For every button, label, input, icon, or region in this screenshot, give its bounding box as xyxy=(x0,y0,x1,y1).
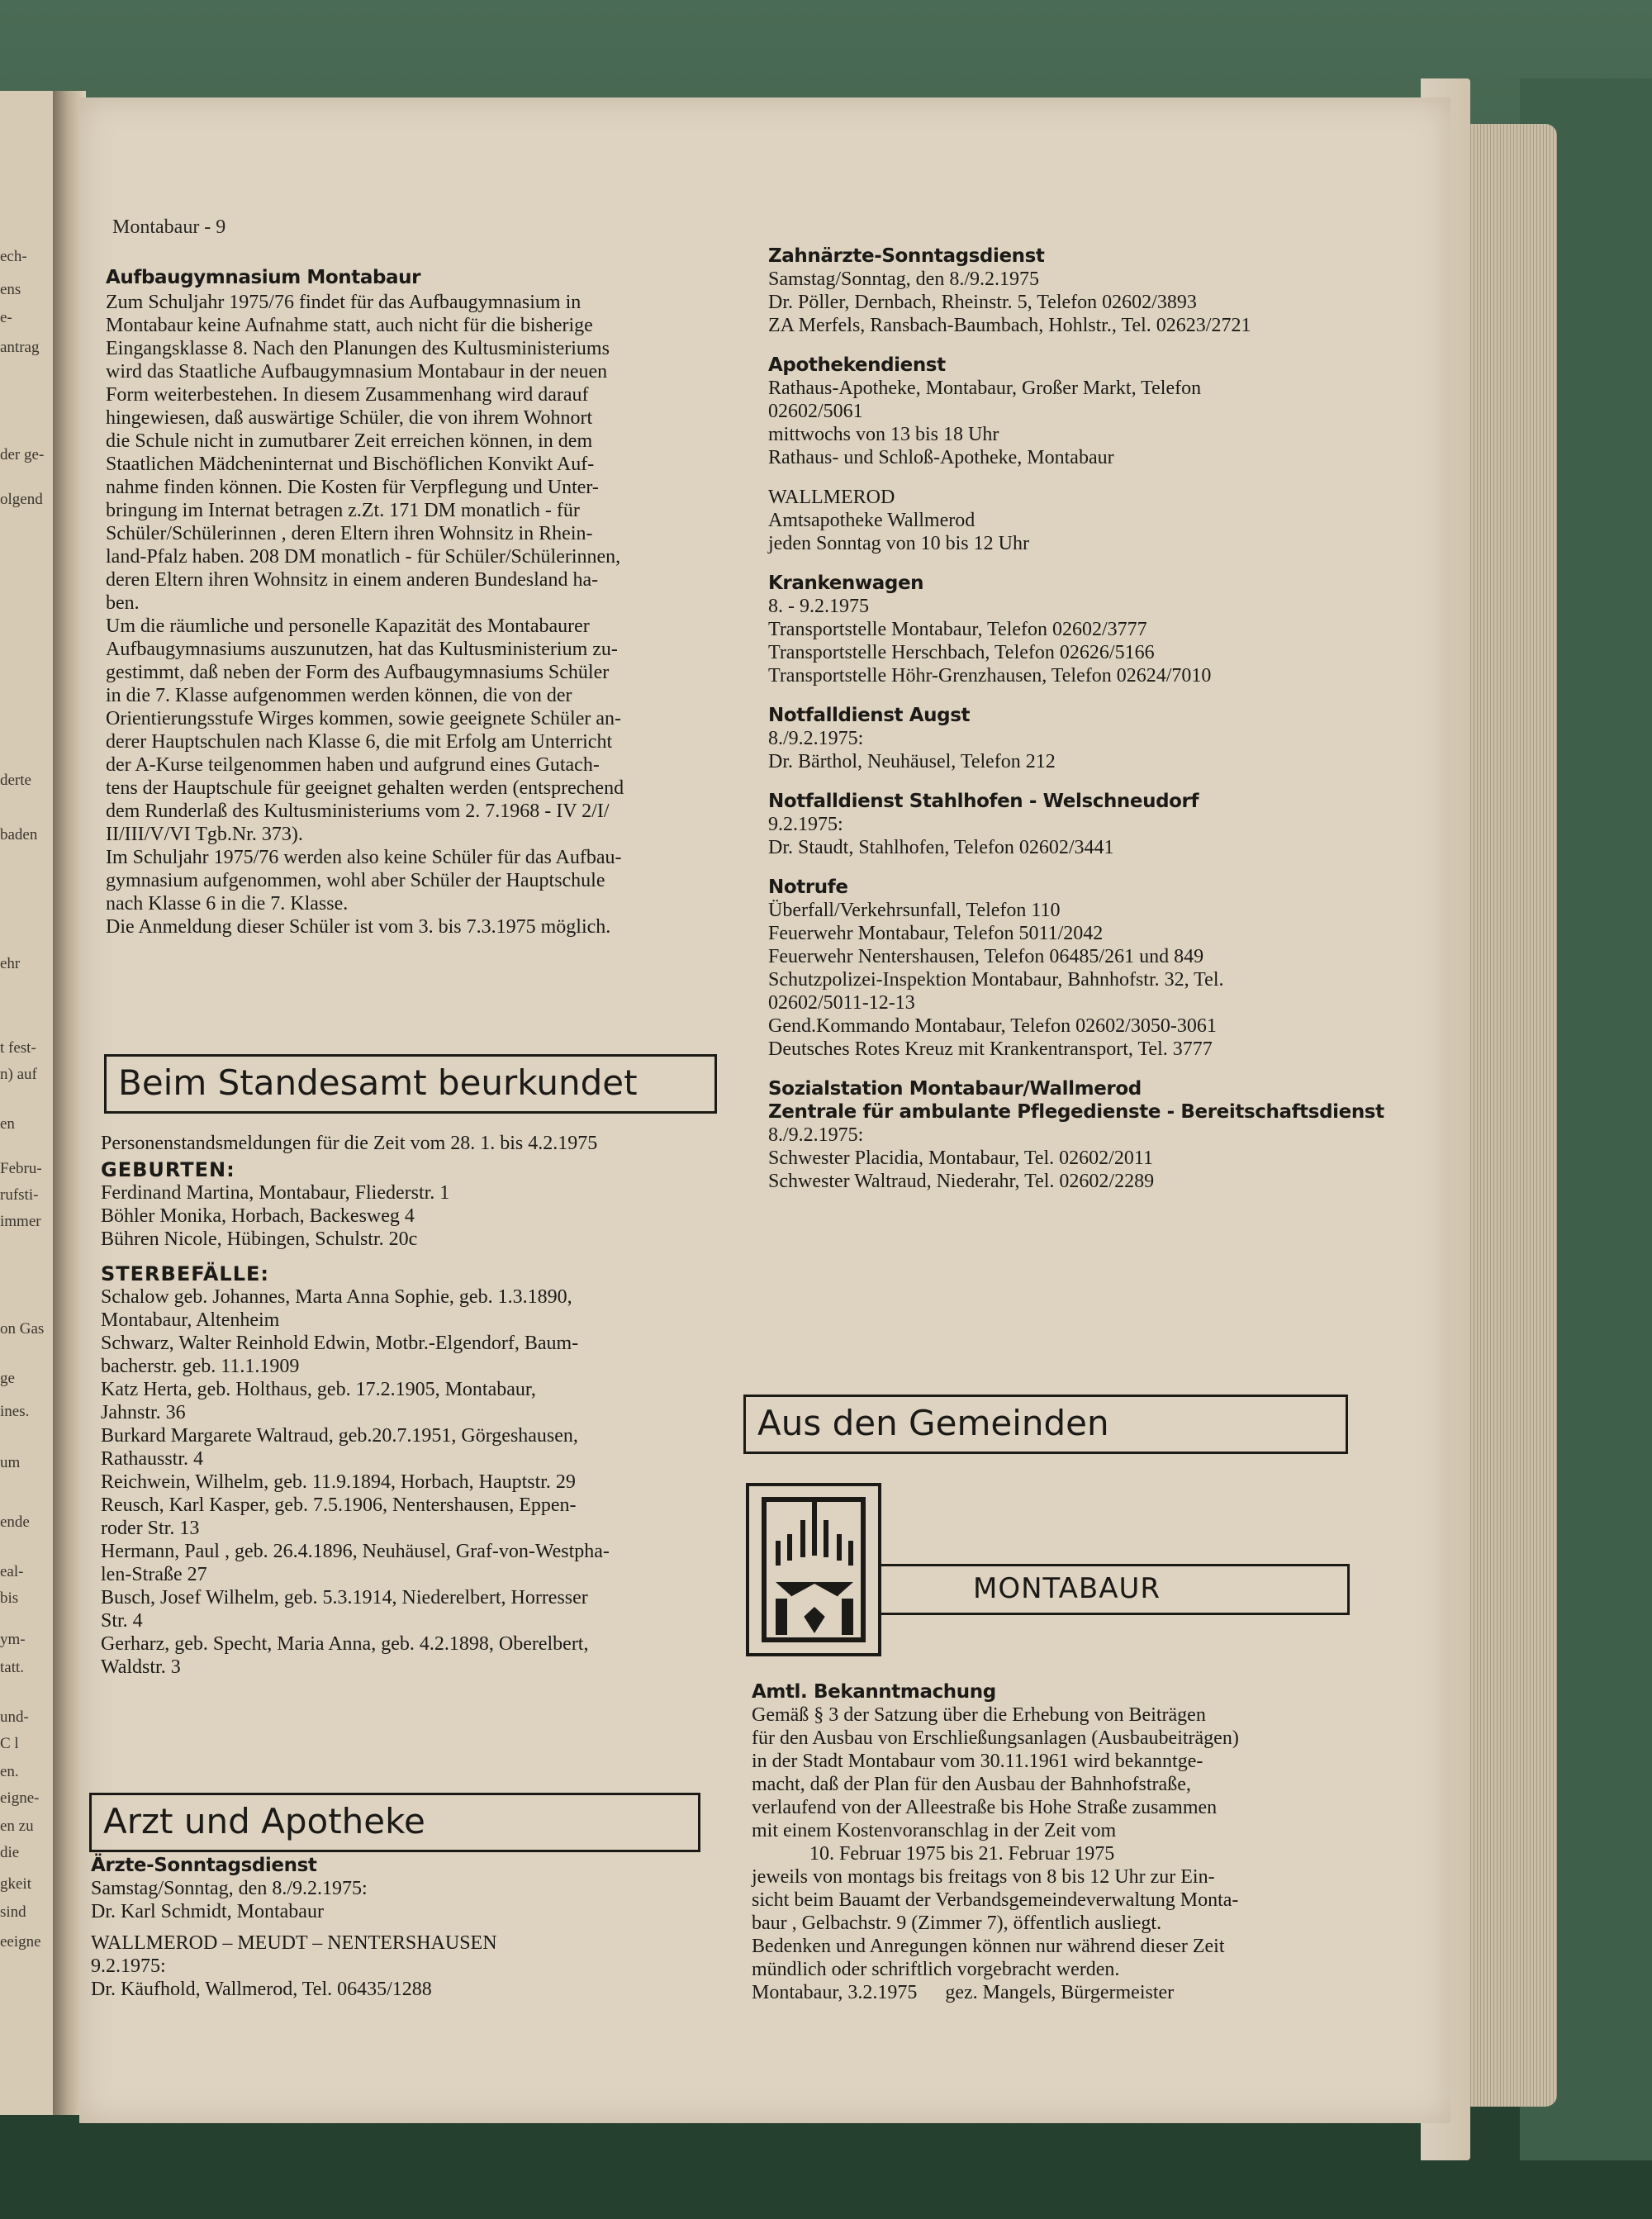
previous-page-text: en xyxy=(0,1115,15,1133)
previous-page-text: e- xyxy=(0,309,12,326)
geburten-heading: GEBURTEN: xyxy=(101,1158,235,1181)
text-line: Im Schuljahr 1975/76 werden also keine Schüler für das Aufbau- xyxy=(106,847,622,868)
previous-page-text: ines. xyxy=(0,1403,30,1420)
text-line: Transportstelle Herschbach, Telefon 02626/5166 xyxy=(768,642,1155,663)
amtl-dates: 10. Februar 1975 bis 21. Februar 1975 xyxy=(809,1843,1115,1865)
zahn-heading: Zahnärzte-Sonntagsdienst xyxy=(768,245,1045,267)
text-line: Feuerwehr Nentershausen, Telefon 06485/261 und 849 xyxy=(768,946,1204,967)
text-line: Orientierungsstufe Wirges kommen, sowie geeignete Schüler an- xyxy=(106,708,621,729)
text-line: Eingangsklasse 8. Nach den Planungen des Kultusministeriums xyxy=(106,338,610,359)
previous-page-text: eigne- xyxy=(0,1789,40,1807)
death-entry: Busch, Josef Wilhelm, geb. 5.3.1914, Niederelbert, Horresser xyxy=(101,1587,588,1608)
birth-entry: Böhler Monika, Horbach, Backesweg 4 xyxy=(101,1205,415,1227)
previous-page-text: on Gas xyxy=(0,1320,45,1338)
text-line: jeweils von montags bis freitags von 8 bis 12 Uhr zur Ein- xyxy=(752,1866,1215,1888)
amtl-text-2 xyxy=(752,1865,1379,1981)
text-line: Dr. Käufhold, Wallmerod, Tel. 06435/1288 xyxy=(91,1979,432,2000)
wallmerod-apo-text xyxy=(768,486,1396,555)
previous-page-text: immer xyxy=(0,1213,41,1230)
standesamt-title-box xyxy=(104,1054,717,1114)
text-line: nahme finden können. Die Kosten für Verpflegung und Unter- xyxy=(106,477,599,498)
previous-page-text: en. xyxy=(0,1763,19,1780)
sozial-text xyxy=(768,1124,1396,1193)
text-line: Schwester Placidia, Montabaur, Tel. 02602/2011 xyxy=(768,1148,1153,1169)
apo-heading: Apothekendienst xyxy=(768,354,946,376)
text-line: wird das Staatliche Aufbaugymnasium Montabaur in der neuen xyxy=(106,361,608,383)
death-entry: Reichwein, Wilhelm, geb. 11.9.1894, Horbach, Hauptstr. 29 xyxy=(101,1471,576,1493)
death-entry: Reusch, Karl Kasper, geb. 7.5.1906, Nentershausen, Eppen- xyxy=(101,1494,577,1516)
text-line: die Schule nicht in zumutbarer Zeit erreichen können, in dem xyxy=(106,430,593,452)
text-line: Dr. Pöller, Dernbach, Rheinstr. 5, Telefon 02602/3893 xyxy=(768,292,1197,313)
text-line: jeden Sonntag von 10 bis 12 Uhr xyxy=(768,533,1029,554)
amtl-text xyxy=(752,1703,1379,1842)
previous-page-text: olgend xyxy=(0,491,43,508)
previous-page-text: sind xyxy=(0,1903,26,1921)
previous-page-text: der ge- xyxy=(0,446,45,463)
previous-page-text: eal- xyxy=(0,1563,24,1580)
text-line: II/III/V/VI Tgb.Nr. 373). xyxy=(106,824,303,845)
text-line: Schüler/Schülerinnen , deren Eltern ihren Wohnsitz in Rhein- xyxy=(106,523,593,544)
death-entry: len-Straße 27 xyxy=(101,1564,207,1585)
text-line: Schutzpolizei-Inspektion Montabaur, Bahnhofstr. 32, Tel. xyxy=(768,969,1224,991)
text-line: dem Runderlaß des Kultusministeriums vom 2. 7.1968 - IV 2/I/ xyxy=(106,801,610,822)
text-line: 9.2.1975: xyxy=(768,814,843,835)
previous-page-text: derte xyxy=(0,772,31,789)
text-line: mittwochs von 13 bis 18 Uhr xyxy=(768,424,999,445)
text-line: verlaufend von der Alleestraße bis Hohe Straße zusammen xyxy=(752,1797,1218,1818)
previous-page-text: ehr xyxy=(0,955,21,972)
text-line: gestimmt, daß neben der Form des Aufbaugymnasiums Schüler xyxy=(106,662,610,683)
birth-entry: Ferdinand Martina, Montabaur, Fliederstr. 1 xyxy=(101,1182,450,1204)
text-line: Gemäß § 3 der Satzung über die Erhebung von Beiträgen xyxy=(752,1704,1206,1726)
text-line: Deutsches Rotes Kreuz mit Krankentransport, Tel. 3777 xyxy=(768,1038,1213,1060)
text-line: Überfall/Verkehrsunfall, Telefon 110 xyxy=(768,900,1061,921)
sozial-heading-1: Sozialstation Montabaur/Wallmerod xyxy=(768,1078,1142,1100)
text-line: Schwester Waltraud, Niederahr, Tel. 02602/2289 xyxy=(768,1171,1155,1192)
previous-page-text: ens xyxy=(0,281,21,298)
text-line: 8. - 9.2.1975 xyxy=(768,596,869,617)
text-line: Transportstelle Montabaur, Telefon 02602/3777 xyxy=(768,619,1147,640)
stahl-heading: Notfalldienst Stahlhofen - Welschneudorf xyxy=(768,791,1199,812)
gemeinden-title-box xyxy=(743,1395,1348,1454)
text-line: ZA Merfels, Ransbach-Baumbach, Hohlstr., Tel. 02623/2721 xyxy=(768,315,1251,336)
death-entry: Hermann, Paul , geb. 26.4.1896, Neuhäusel, Graf-von-Westpha- xyxy=(101,1541,610,1562)
text-line: Bedenken und Anregungen können nur während dieser Zeit xyxy=(752,1936,1225,1957)
text-line: Gend.Kommando Montabaur, Telefon 02602/3050-3061 xyxy=(768,1015,1217,1037)
aufbau-text xyxy=(106,291,742,938)
sozial-heading-2: Zentrale für ambulante Pflegedienste - Bereitschaftsdienst xyxy=(768,1101,1384,1123)
previous-page-text: en zu xyxy=(0,1817,34,1835)
signature-place: Montabaur, 3.2.1975 xyxy=(752,1982,918,2003)
text-line: 8./9.2.1975: xyxy=(768,1124,864,1146)
signature-name: gez. Mangels, Bürgermeister xyxy=(945,1982,1175,2003)
birth-entry: Bühren Nicole, Hübingen, Schulstr. 20c xyxy=(101,1228,418,1250)
previous-page-text: tatt. xyxy=(0,1659,25,1676)
montabaur-label: MONTABAUR xyxy=(973,1572,1161,1605)
text-line: Dr. Bärthol, Neuhäusel, Telefon 212 xyxy=(768,751,1056,772)
previous-page-text: baden xyxy=(0,826,38,843)
previous-page-text: ge xyxy=(0,1370,15,1387)
text-line: Aufbaugymnasiums auszunutzen, hat das Kultusministerium zu- xyxy=(106,639,618,660)
previous-page-text: ech- xyxy=(0,248,27,265)
death-entry: Waldstr. 3 xyxy=(101,1656,181,1678)
text-line: Zum Schuljahr 1975/76 findet für das Aufbaugymnasium in xyxy=(106,292,582,313)
previous-page-text: n) auf xyxy=(0,1066,37,1083)
text-line: derer Hauptschulen nach Klasse 6, die mit Erfolg am Unterricht xyxy=(106,731,613,753)
text-line: Montabaur keine Aufnahme statt, auch nicht für die bisherige xyxy=(106,315,593,336)
text-line: Feuerwehr Montabaur, Telefon 5011/2042 xyxy=(768,923,1104,944)
previous-page-text: t fest- xyxy=(0,1039,36,1057)
standesamt-intro: Personenstandsmeldungen für die Zeit vom 28. 1. bis 4.2.1975 xyxy=(101,1133,598,1154)
previous-page-text: Febru- xyxy=(0,1160,42,1177)
kranken-heading: Krankenwagen xyxy=(768,573,924,594)
text-line: mit einem Kostenvoranschlag in der Zeit vom xyxy=(752,1820,1117,1841)
text-line: Staatlichen Mädcheninternat und Bischöflichen Konvikt Auf- xyxy=(106,454,595,475)
text-line: Transportstelle Höhr-Grenzhausen, Telefon 02624/7010 xyxy=(768,665,1212,687)
text-line: 02602/5011-12-13 xyxy=(768,992,915,1014)
standesamt-section xyxy=(101,1132,745,1679)
death-entry: Jahnstr. 36 xyxy=(101,1402,186,1423)
gemeinden-title: Aus den Gemeinden xyxy=(757,1403,1109,1443)
text-line: bringung im Internat betragen z.Zt. 171 DM monatlich - für xyxy=(106,500,580,521)
notrufe-text xyxy=(768,899,1396,1061)
text-line: tens der Hauptschule für geeignet gehalten werden (entsprechend xyxy=(106,777,624,799)
augst-heading: Notfalldienst Augst xyxy=(768,705,971,726)
text-line: in die 7. Klasse aufgenommen werden können, die von der xyxy=(106,685,572,706)
death-entry: Rathausstr. 4 xyxy=(101,1448,203,1470)
previous-page-text: ende xyxy=(0,1513,30,1531)
wallmerod-text xyxy=(91,1955,735,2001)
geburten-list xyxy=(101,1181,745,1251)
text-line: macht, daß der Plan für den Ausbau der Bahnhofstraße, xyxy=(752,1774,1191,1795)
previous-page-text: ym- xyxy=(0,1631,26,1648)
arzt-section xyxy=(91,1854,735,2001)
text-line: 8./9.2.1975: xyxy=(768,728,864,749)
augst-text xyxy=(768,727,1396,773)
montabaur-coat-of-arms-logo xyxy=(746,1483,966,1656)
previous-page-text: eeigne xyxy=(0,1933,41,1951)
zahn-text xyxy=(768,268,1396,337)
text-line: Samstag/Sonntag, den 8./9.2.1975: xyxy=(91,1878,368,1899)
previous-page-text: die xyxy=(0,1844,20,1861)
text-line: baur , Gelbachstr. 9 (Zimmer 7), öffentlich ausliegt. xyxy=(752,1913,1162,1934)
wallmerod-heading: WALLMEROD – MEUDT – NENTERSHAUSEN xyxy=(91,1932,497,1954)
death-entry: Montabaur, Altenheim xyxy=(101,1309,280,1331)
amtl-section xyxy=(752,1680,1379,2004)
death-entry: bacherstr. geb. 11.1.1909 xyxy=(101,1356,300,1377)
previous-page-text: bis xyxy=(0,1589,19,1607)
text-line: Um die räumliche und personelle Kapazität des Montabaurer xyxy=(106,615,590,637)
stahl-text xyxy=(768,813,1396,859)
text-line: mündlich oder schriftlich vorgebracht werden. xyxy=(752,1959,1120,1980)
standesamt-title: Beim Standesamt beurkundet xyxy=(118,1062,638,1103)
text-line: Samstag/Sonntag, den 8./9.2.1975 xyxy=(768,268,1039,290)
text-line: für den Ausbau von Erschließungsanlagen (Ausbaubeiträgen) xyxy=(752,1727,1239,1749)
text-line: Rathaus- und Schloß-Apotheke, Montabaur xyxy=(768,447,1114,468)
sterbe-heading: STERBEFÄLLE: xyxy=(101,1262,270,1285)
text-line: ben. xyxy=(106,592,140,614)
previous-page-text: antrag xyxy=(0,339,40,356)
text-line: der A-Kurse teilgenommen haben und aufgrund eines Gutach- xyxy=(106,754,600,776)
text-line: Dr. Karl Schmidt, Montabaur xyxy=(91,1901,324,1922)
left-column xyxy=(106,249,742,938)
text-line: 02602/5061 xyxy=(768,401,863,422)
arzte-text xyxy=(91,1877,735,1923)
text-line: Form weiterbestehen. In diesem Zusammenhang wird darauf xyxy=(106,384,589,406)
aufbau-heading: Aufbaugymnasium Montabaur xyxy=(106,267,421,288)
text-line: Die Anmeldung dieser Schüler ist vom 3. bis 7.3.1975 möglich. xyxy=(106,916,611,938)
death-entry: Gerharz, geb. Specht, Maria Anna, geb. 4.2.1898, Oberelbert, xyxy=(101,1633,589,1655)
sterbe-list xyxy=(101,1285,745,1679)
death-entry: Schalow geb. Johannes, Marta Anna Sophie, geb. 1.3.1890, xyxy=(101,1286,572,1308)
notrufe-heading: Notrufe xyxy=(768,877,848,898)
previous-page-text: gkeit xyxy=(0,1875,31,1893)
text-line: in der Stadt Montabaur vom 30.11.1961 wird bekanntge- xyxy=(752,1751,1203,1772)
text-line: WALLMEROD xyxy=(768,487,895,508)
text-line: gymnasium aufgenommen, wohl aber Schüler der Hauptschule xyxy=(106,870,605,891)
kranken-text xyxy=(768,595,1396,687)
arzt-title: Arzt und Apotheke xyxy=(103,1801,425,1841)
apo-text xyxy=(768,377,1396,469)
text-line: Rathaus-Apotheke, Montabaur, Großer Markt, Telefon xyxy=(768,378,1202,399)
arzte-heading: Ärzte-Sonntagsdienst xyxy=(91,1855,317,1876)
amtl-heading: Amtl. Bekanntmachung xyxy=(752,1681,996,1703)
death-entry: Katz Herta, geb. Holthaus, geb. 17.2.1905, Montabaur, xyxy=(101,1379,536,1400)
previous-page-text: um xyxy=(0,1454,21,1471)
text-line: deren Eltern ihren Wohnsitz in einem anderen Bundesland ha- xyxy=(106,569,599,591)
text-line: sicht beim Bauamt der Verbandsgemeindeverwaltung Monta- xyxy=(752,1889,1239,1911)
signature-line xyxy=(752,1981,1379,2004)
previous-page-fragment xyxy=(0,91,59,2115)
text-line: land-Pfalz haben. 208 DM monatlich - für Schüler/Schülerinnen, xyxy=(106,546,621,568)
death-entry: Schwarz, Walter Reinhold Edwin, Motbr.-Elgendorf, Baum- xyxy=(101,1333,579,1354)
death-entry: roder Str. 13 xyxy=(101,1518,200,1539)
death-entry: Str. 4 xyxy=(101,1610,143,1632)
death-entry: Burkard Margarete Waltraud, geb.20.7.1951, Görgeshausen, xyxy=(101,1425,578,1447)
text-line: Dr. Staudt, Stahlhofen, Telefon 02602/3441 xyxy=(768,837,1114,858)
running-head: Montabaur - 9 xyxy=(112,216,226,238)
text-line: hingewiesen, daß auswärtige Schüler, die von ihrem Wohnort xyxy=(106,407,593,429)
previous-page-text: und- xyxy=(0,1708,29,1726)
text-line: 9.2.1975: xyxy=(91,1955,166,1977)
right-column xyxy=(768,245,1396,1193)
previous-page-text: C l xyxy=(0,1735,19,1752)
text-line: nach Klasse 6 in die 7. Klasse. xyxy=(106,893,349,915)
text-line: Amtsapotheke Wallmerod xyxy=(768,510,976,531)
previous-page-text: rufsti- xyxy=(0,1186,39,1204)
arzt-title-box xyxy=(89,1793,700,1852)
